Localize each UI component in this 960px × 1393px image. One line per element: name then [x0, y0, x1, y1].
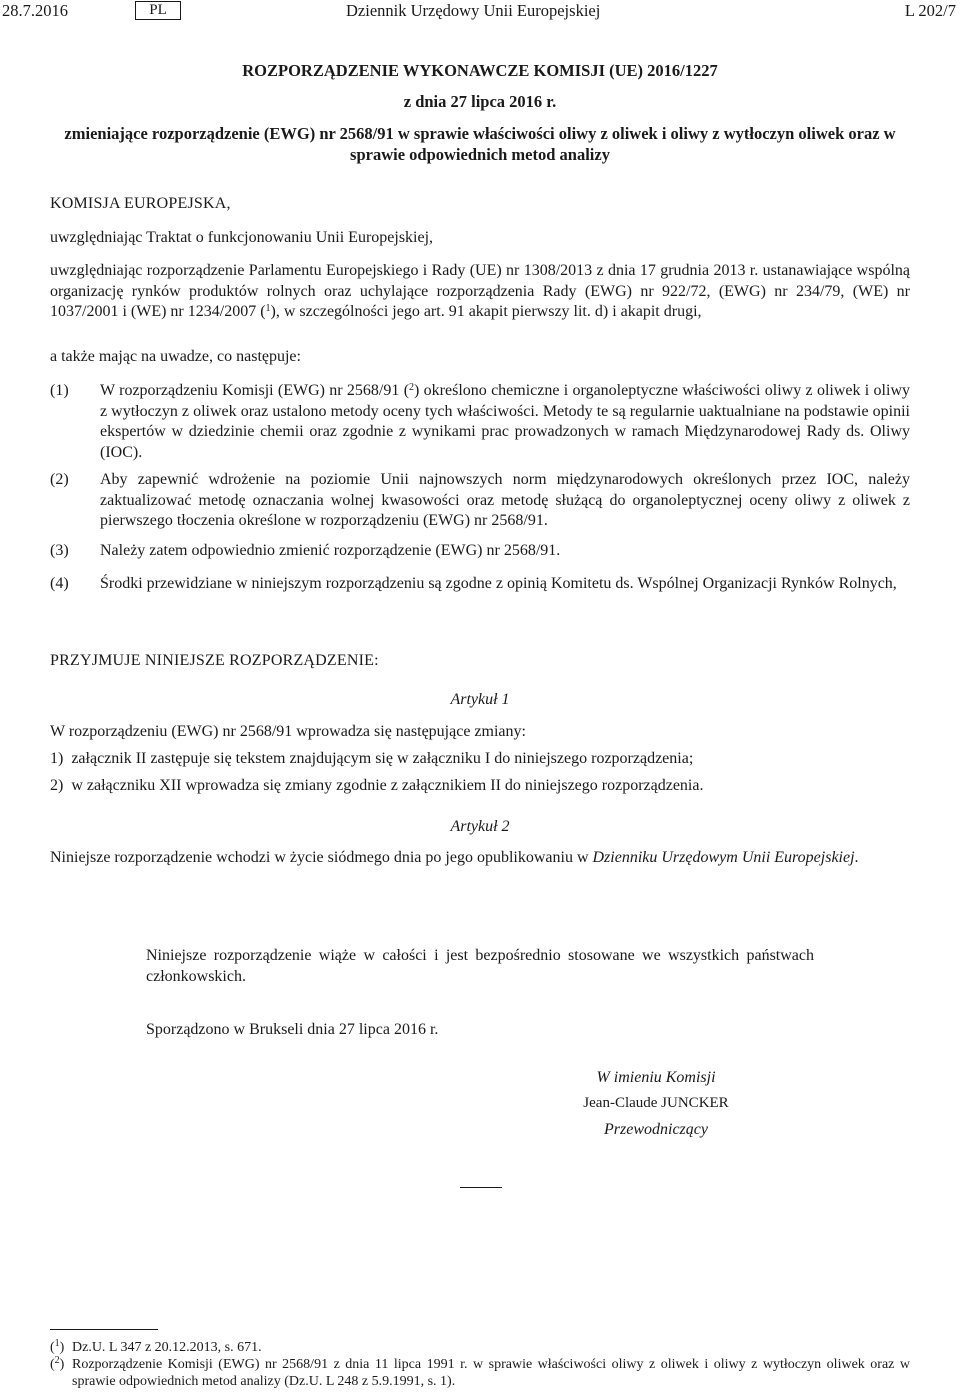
preamble-treaty: uwzględniając Traktat o funkcjonowaniu Unii Europejskiej, [50, 229, 434, 246]
regulation-subject: zmieniające rozporządzenie (EWG) nr 2568/91 w sprawie właściwości oliwy z oliwek i oliwy z wytłoczyn oliwek oraz w sprawie odpowiednich metod analizy [64, 124, 896, 164]
recital-text: Aby zapewnić wdrożenie na poziomie Unii najnowszych norm międzynarodowych określonych przez IOC, należy zaktualizować metodę oznaczania wolnej kwasowości oraz metodę służącą do organoleptycznej oceny oliwy z oliwek z pierwszego tłoczenia określone w rozporządzeniu (EWG) nr 2568/91. [100, 471, 910, 529]
signature-title: Przewodniczący [604, 1121, 708, 1138]
language-badge: PL [135, 1, 181, 20]
done-at: Sporządzono w Brukseli dnia 27 lipca 2016 r. [146, 1021, 439, 1038]
preamble-regulation: uwzględniając rozporządzenie Parlamentu Europejskiego i Rady (UE) nr 1308/2013 z dnia 17 grudnia 2013 r. ustanawiające wspólną organizację rynków produktów rolnych oraz uchylające rozporządzenia Rady (EWG) nr 922/72, (EWG) nr 234/79, (WE) nr 1037/2001 i (WE) nr 1234/2007 ($^1$), w szczególności jego art. 91 akapit pierwszy lit. d) i akapit drugi, [50, 262, 910, 320]
article-1-heading: Artykuł 1 [450, 691, 510, 708]
whereas-intro: a także mając na uwadze, co następuje: [50, 348, 301, 365]
page-header [0, 0, 960, 24]
journal-citation: Dzienniku Urzędowym Unii Europejskiej [592, 849, 855, 866]
regulation-date: z dnia 27 lipca 2016 r. [403, 92, 557, 111]
recital-text: W rozporządzeniu Komisji (EWG) nr 2568/91 ($^2$) określono chemiczne i organoleptyczne właściwości oliwy z oliwek i oliwy z wytłoczyn z oliwek oraz ustalono metody oceny tych właściwości. Metody te są regularnie uaktualniane na podstawie opinii ekspertów w dziedzinie chemii oraz zgodnie z wynikami prac prowadzonych w ramach Międzynarodowej Rady ds. Oliwy (IOC). [100, 382, 911, 461]
recital-number: (1) [50, 382, 69, 399]
signature-name: Jean-Claude JUNCKER [583, 1095, 729, 1111]
footnote-text: Dz.U. L 347 z 20.12.2013, s. 671. [72, 1340, 262, 1355]
commission-heading: KOMISJA EUROPEJSKA, [50, 195, 231, 212]
regulation-title: ROZPORZĄDZENIE WYKONAWCZE KOMISJI (UE) 2016/1227 [242, 61, 718, 80]
adopts-heading: PRZYJMUJE NINIEJSZE ROZPORZĄDZENIE: [50, 652, 379, 669]
footnote-text: Rozporządzenie Komisji (EWG) nr 2568/91 z dnia 11 lipca 1991 r. w sprawie właściwości oliwy z oliwek i oliwy z wytłoczyn oliwek oraz w sprawie odpowiednich metod analizy (Dz.U. L 248 z 5.9.1991, s. 1). [72, 1357, 910, 1389]
article-1-item: 2) w załączniku XII wprowadza się zmiany zgodnie z załącznikiem II do niniejszego rozporządzenia. [50, 777, 704, 794]
recital-text: Środki przewidziane w niniejszym rozporządzeniu są zgodne z opinią Komitetu ds. Wspólnej Organizacji Rynków Rolnych, [100, 575, 897, 592]
article-2-text: Niniejsze rozporządzenie wchodzi w życie siódmego dnia po jego opublikowaniu w Dzienniku Urzędowym Unii Europejskiej. [50, 849, 859, 866]
footnote-ref[interactable]: 2 [409, 382, 415, 393]
article-1-item: 1) załącznik II zastępuje się tekstem znajdującym się w załączniku I do niniejszego rozporządzenia; [50, 750, 694, 767]
binding-clause: Niniejsze rozporządzenie wiąże w całości i jest bezpośrednio stosowane we wszystkich państwach członkowskich. [146, 947, 814, 985]
divider [460, 1187, 502, 1188]
article-1-intro: W rozporządzeniu (EWG) nr 2568/91 wprowadza się następujące zmiany: [50, 723, 526, 740]
footnote-number: ($^1$) [50, 1338, 65, 1355]
article-2-heading: Artykuł 2 [450, 818, 510, 835]
recital-number: (2) [50, 471, 69, 488]
page-reference: L 202/7 [904, 1, 956, 20]
publication-date: 28.7.2016 [2, 1, 68, 20]
footnote-divider [50, 1329, 158, 1330]
recital-number: (4) [50, 575, 69, 592]
recital-number: (3) [50, 542, 69, 559]
recital-text: Należy zatem odpowiednio zmienić rozporządzenie (EWG) nr 2568/91. [100, 542, 561, 559]
footnote-number: ($^2$) [50, 1355, 65, 1372]
footnote-ref[interactable]: 1 [265, 303, 271, 314]
journal-name: Dziennik Urzędowy Unii Europejskiej [346, 1, 601, 20]
signature-for: W imieniu Komisji [596, 1069, 716, 1086]
